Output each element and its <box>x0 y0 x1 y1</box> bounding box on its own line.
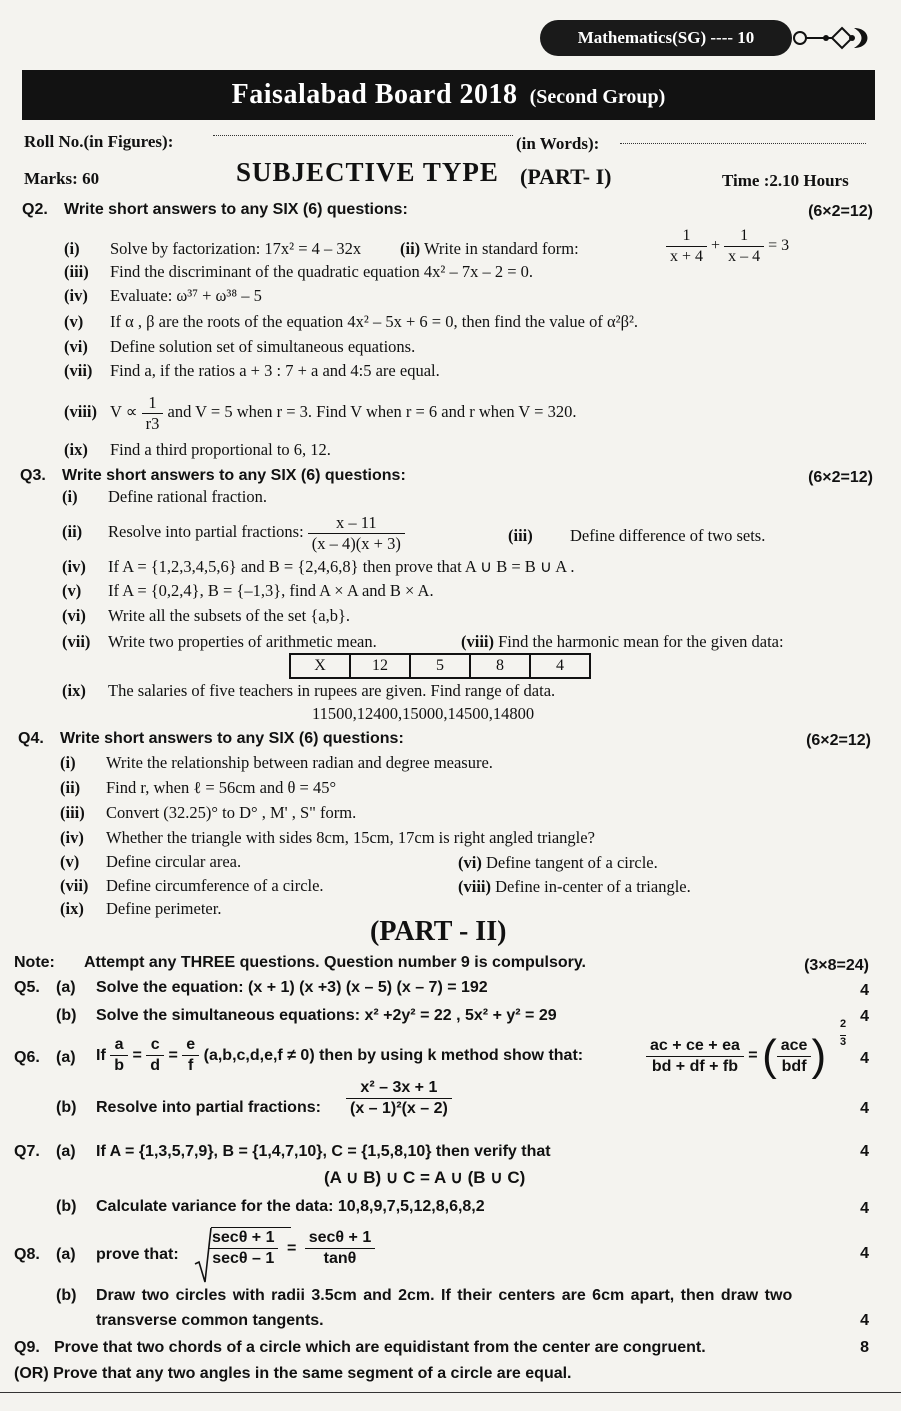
ornament-icon <box>792 24 877 52</box>
table-cell: 5 <box>410 654 470 678</box>
q2-v-label: (v) <box>64 312 84 331</box>
note-text: Attempt any THREE questions. Question number 9 is compulsory. <box>84 954 586 971</box>
q2-ii-equation: $\frac{1}{x + 4}$ + $\frac{1}{x - 4}$ = 3 <box>666 226 789 267</box>
q4-title: Write short answers to any SIX (6) questions: <box>60 730 404 747</box>
q6b-text: Resolve into partial fractions: <box>96 1099 321 1116</box>
q4-vii-text: Define circumference of a circle. <box>106 876 324 895</box>
table-cell: 8 <box>470 654 530 678</box>
q7a-equation: (A ∪ B) ∪ C = A ∪ (B ∪ C) <box>324 1168 526 1187</box>
q3-iv-text: If A = {1,2,3,4,5,6} and B = {2,4,6,8} then prove that A ∪ B = B ∪ A . <box>108 557 575 576</box>
q7a-label: (a) <box>56 1143 76 1160</box>
q4-iv-text: Whether the triangle with sides 8cm, 15cm, 17cm is right angled triangle? <box>106 828 595 847</box>
q2-iv-text: Evaluate: ω³⁷ + ω³⁸ – 5 <box>110 286 262 305</box>
q2-viii-label: (viii) <box>64 402 97 421</box>
q2-ii-label: (ii) <box>400 239 421 258</box>
q6b-marks: 4 <box>860 1100 869 1117</box>
board-title-banner <box>22 70 875 120</box>
q3-ii-label: (ii) <box>62 522 83 541</box>
q4-number: Q4. <box>18 730 44 747</box>
q3-vii-text: Write two properties of arithmetic mean. <box>108 632 377 651</box>
q4-iii-label: (iii) <box>60 803 85 822</box>
q2-ix-label: (ix) <box>64 440 88 459</box>
q6b-fraction: $\frac{\text{x² – 3x + 1}}{\text{(x – 1)²(x – 2)}}$ <box>346 1078 452 1119</box>
q4-vii-label: (vii) <box>60 876 89 895</box>
q4-viii-text: Define in-center of a triangle. <box>495 877 691 896</box>
table-cell: X <box>290 654 350 678</box>
q2-v-text: If α , β are the roots of the equation 4x² – 5x + 6 = 0, then find the value of α²β². <box>110 312 639 331</box>
q3-ix-label: (ix) <box>62 681 86 700</box>
q4-ii-label: (ii) <box>60 778 81 797</box>
part1-title: (PART- I) <box>520 164 612 189</box>
q3-ix-data: 11500,12400,15000,14500,14800 <box>312 704 535 723</box>
q3-viii-label: (viii) <box>461 632 494 651</box>
q8a-label: (a) <box>56 1246 76 1263</box>
roll-figures-line <box>213 135 513 136</box>
q7b-text: Calculate variance for the data: 10,8,9,7,5,12,8,6,8,2 <box>96 1198 485 1215</box>
q5b-marks: 4 <box>860 1008 869 1025</box>
q2-iii-text: Find the discriminant of the quadratic equation 4x² – 7x – 2 = 0. <box>110 262 534 281</box>
q3-marks: (6×2=12) <box>808 469 873 486</box>
table-cell: 4 <box>530 654 590 678</box>
marks-label: Marks: 60 <box>24 169 100 188</box>
subject-page-tab: Mathematics(SG) ---- 10 <box>540 20 792 56</box>
q8-number: Q8. <box>14 1246 40 1263</box>
q4-i-label: (i) <box>60 753 76 772</box>
q2-iii-label: (iii) <box>64 262 89 281</box>
q8b-text-line2: transverse common tangents. <box>96 1312 324 1329</box>
q5a-label: (a) <box>56 979 76 996</box>
q4-marks: (6×2=12) <box>806 732 871 749</box>
q6a-label: (a) <box>56 1049 76 1066</box>
q3-i-text: Define rational fraction. <box>108 487 267 506</box>
q2-vi-label: (vi) <box>64 337 88 356</box>
part2-title: (PART - II) <box>370 916 507 947</box>
q6b-label: (b) <box>56 1099 77 1116</box>
q7a-marks: 4 <box>860 1143 869 1160</box>
q2-i-label: (i) <box>64 239 80 258</box>
q8b-text-line1: Draw two circles with radii 3.5cm and 2cm. If their centers are 6cm apart, then draw two <box>96 1287 793 1304</box>
q3-ii-text: Resolve into partial fractions: <box>108 522 304 541</box>
q6a-exponent: 2 3 <box>840 1018 847 1048</box>
q2-viii-text: and V = 5 when r = 3. Find V when r = 6 and r when V = 320. <box>167 402 577 421</box>
q4-i-text: Write the relationship between radian and degree measure. <box>106 753 493 772</box>
q5a-text: Solve the equation: (x + 1) (x +3) (x – 5) (x – 7) = 192 <box>96 979 488 996</box>
q2-number: Q2. <box>22 201 48 218</box>
q8b-label: (b) <box>56 1287 77 1304</box>
q2-viii-fraction: $\frac{1}{r3}$ <box>142 393 164 434</box>
q2-ii-text: Write in standard form: <box>424 239 579 258</box>
q7a-text: If A = {1,3,5,7,9}, B = {1,4,7,10}, C = {1,5,8,10} then verify that <box>96 1143 551 1160</box>
q4-iii-text: Convert (32.25)° to D° , M' , S" form. <box>106 803 357 822</box>
q7b-marks: 4 <box>860 1200 869 1217</box>
q4-ix-label: (ix) <box>60 899 84 918</box>
q3-iii-label: (iii) <box>508 526 533 545</box>
q3-iv-label: (iv) <box>62 557 86 576</box>
q2-vi-text: Define solution set of simultaneous equations. <box>110 337 416 356</box>
q4-v-text: Define circular area. <box>106 852 242 871</box>
harmonic-data-table <box>289 653 591 679</box>
q2-title: Write short answers to any SIX (6) questions: <box>64 201 408 218</box>
q3-vii-label: (vii) <box>62 632 91 651</box>
roll-words-label: (in Words): <box>516 134 600 153</box>
footer-rule <box>0 1392 901 1393</box>
q2-ix-text: Find a third proportional to 6, 12. <box>110 440 331 459</box>
q6a-marks: 4 <box>860 1050 869 1067</box>
note-label: Note: <box>14 954 55 971</box>
time-label: Time :2.10 Hours <box>722 171 849 190</box>
q4-ix-text: Define perimeter. <box>106 899 222 918</box>
q7-number: Q7. <box>14 1143 40 1160</box>
subjective-title: SUBJECTIVE TYPE <box>236 157 499 187</box>
roll-figures-label: Roll No.(in Figures): <box>24 132 174 151</box>
q6a-identity: $\frac{ac + ce + ea}{bd + df + fb}$ = ( $\frac{\text{ace}}{\text{bdf}}$ ) <box>646 1030 826 1082</box>
q4-iv-label: (iv) <box>60 828 84 847</box>
q3-v-label: (v) <box>62 581 82 600</box>
q3-number: Q3. <box>20 467 46 484</box>
q2-i-text: Solve by factorization: 17x² = 4 – 32x <box>110 239 362 258</box>
q4-v-label: (v) <box>60 852 80 871</box>
q7b-label: (b) <box>56 1198 77 1215</box>
q6a-statement: If $\frac{a}{b}$ = $\frac{c}{d}$ = $\frac{e}{f}$ (a,b,c,d,e,f ≠ 0) then by using k method show that: <box>96 1036 584 1075</box>
table-cell: 12 <box>350 654 410 678</box>
q4-viii-label: (viii) <box>458 877 491 896</box>
q3-vi-text: Write all the subsets of the set {a,b}. <box>108 606 350 625</box>
q2-marks: (6×2=12) <box>808 203 873 220</box>
q5b-text: Solve the simultaneous equations: x² +2y² = 22 , 5x² + y² = 29 <box>96 1007 557 1024</box>
q4-vi-text: Define tangent of a circle. <box>485 853 658 872</box>
group-label: (Second Group) <box>529 86 666 108</box>
q2-viii-pre: V ∝ <box>110 402 138 421</box>
q3-title: Write short answers to any SIX (6) questions: <box>62 467 406 484</box>
q5b-label: (b) <box>56 1007 77 1024</box>
q3-iii-text: Define difference of two sets. <box>570 526 766 545</box>
q5-number: Q5. <box>14 979 40 996</box>
q8a-equation: $\frac{\sec\theta + 1}{\sec\theta - 1}$ = $\frac{\sec\theta + 1}{\tan\theta}$ <box>208 1228 375 1269</box>
q2-vii-text: Find a, if the ratios a + 3 : 7 + a and 4:5 are equal. <box>110 361 440 380</box>
q6-number: Q6. <box>14 1049 40 1066</box>
q3-viii-text: Find the harmonic mean for the given data: <box>498 632 784 651</box>
q9-or-text: (OR) Prove that any two angles in the same segment of a circle are equal. <box>14 1365 572 1382</box>
q3-i-label: (i) <box>62 487 78 506</box>
q2-vii-label: (vii) <box>64 361 93 380</box>
q2-iv-label: (iv) <box>64 286 88 305</box>
note-marks: (3×8=24) <box>804 957 869 974</box>
board-title: Faisalabad Board 2018 <box>231 79 518 110</box>
q3-ix-text: The salaries of five teachers in rupees are given. Find range of data. <box>108 681 556 700</box>
q3-vi-label: (vi) <box>62 606 86 625</box>
q5a-marks: 4 <box>860 982 869 999</box>
q9-marks: 8 <box>860 1339 869 1356</box>
q9-number: Q9. <box>14 1339 40 1356</box>
q8a-marks: 4 <box>860 1245 869 1262</box>
q4-vi-label: (vi) <box>458 853 482 872</box>
q3-v-text: If A = {0,2,4}, B = {–1,3}, find A × A and B × A. <box>108 581 434 600</box>
q3-ii-fraction: $\frac{x - 11}{(x - 4)(x + 3)}$ <box>308 513 405 554</box>
q9-text: Prove that two chords of a circle which are equidistant from the center are congruent. <box>54 1339 706 1356</box>
q4-ii-text: Find r, when ℓ = 56cm and θ = 45° <box>106 778 337 797</box>
q8a-text: prove that: <box>96 1246 179 1263</box>
q8b-marks: 4 <box>860 1312 869 1329</box>
roll-words-line <box>620 143 866 144</box>
